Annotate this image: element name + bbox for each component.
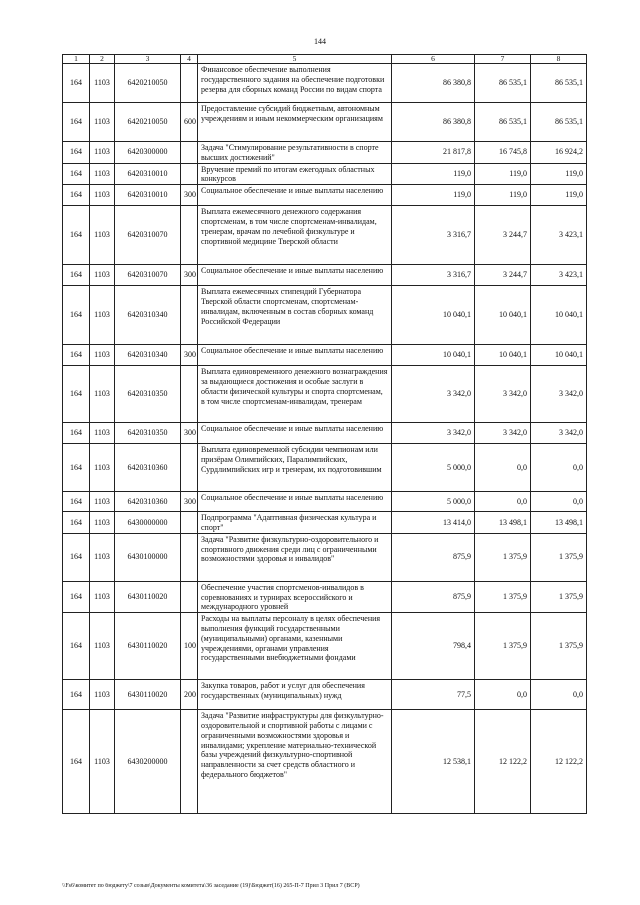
amount-year3-cell: 3 342,0 [531,366,587,423]
admin-code-cell: 164 [63,680,90,710]
table-row [63,64,587,103]
amount-year3-cell: 0,0 [531,492,587,512]
amount-year3-cell: 1 375,9 [531,533,587,581]
expense-type-cell [181,366,198,423]
budget-table [62,54,587,814]
admin-code-cell: 164 [63,286,90,345]
amount-year3-cell: 10 040,1 [531,345,587,366]
description-cell: Социальное обеспечение и иные выплаты населению [198,423,392,444]
description-cell: Выплата ежемесячных стипендий Губернатора Тверской области спортсменам, спортсменам-инвалидам, включенным в состав сборных команд Российской Федерации [198,286,392,345]
amount-year3-cell: 1 375,9 [531,613,587,680]
expense-type-cell [181,581,198,612]
column-header: 2 [90,55,115,64]
target-article-cell: 6430110020 [115,581,181,612]
amount-year2-cell: 86 535,1 [475,64,531,103]
section-code-cell: 1103 [90,206,115,265]
table-row [63,423,587,444]
admin-code-cell: 164 [63,265,90,286]
table-row [63,680,587,710]
table-row [63,286,587,345]
column-header: 6 [392,55,475,64]
section-code-cell: 1103 [90,142,115,164]
admin-code-cell: 164 [63,163,90,185]
amount-year2-cell: 10 040,1 [475,345,531,366]
description-cell: Финансовое обеспечение выполнения государственного задания на обеспечение подготовки резерва для сборных команд России по видам спорта [198,64,392,103]
column-header: 3 [115,55,181,64]
table-row [63,206,587,265]
amount-year2-cell: 3 244,7 [475,206,531,265]
expense-type-cell [181,206,198,265]
expense-type-cell: 300 [181,265,198,286]
admin-code-cell: 164 [63,103,90,142]
amount-year3-cell: 86 535,1 [531,103,587,142]
section-code-cell: 1103 [90,444,115,492]
amount-year3-cell: 119,0 [531,163,587,185]
amount-year1-cell: 12 538,1 [392,710,475,814]
amount-year2-cell: 1 375,9 [475,581,531,612]
description-cell: Подпрограмма "Адаптивная физическая культура и спорт" [198,512,392,534]
section-code-cell: 1103 [90,265,115,286]
amount-year1-cell: 5 000,0 [392,444,475,492]
file-path-footer: \\Fs6\комитет по бюджету\7 созыв\Документы комитета\36 заседание (19)\Бюджет(16) 265-П-7 Прил 3 Прил 7 (ВСР) [62,883,360,889]
amount-year1-cell: 875,9 [392,581,475,612]
column-header: 7 [475,55,531,64]
target-article-cell: 6420310350 [115,366,181,423]
target-article-cell: 6430100000 [115,533,181,581]
description-cell: Социальное обеспечение и иные выплаты населению [198,185,392,206]
table-row [63,710,587,814]
amount-year1-cell: 3 342,0 [392,366,475,423]
amount-year1-cell: 86 380,8 [392,64,475,103]
section-code-cell: 1103 [90,533,115,581]
table-row [63,366,587,423]
amount-year1-cell: 86 380,8 [392,103,475,142]
expense-type-cell [181,163,198,185]
section-code-cell: 1103 [90,64,115,103]
table-row [63,345,587,366]
expense-type-cell [181,286,198,345]
description-cell: Выплата единовременного денежного вознаграждения за выдающиеся достижения и особые заслуги в области физической культуры и спорта спортсменам, в том числе спортсменам-инвалидам, тренерам [198,366,392,423]
amount-year3-cell: 86 535,1 [531,64,587,103]
amount-year2-cell: 0,0 [475,680,531,710]
amount-year1-cell: 3 342,0 [392,423,475,444]
amount-year2-cell: 16 745,8 [475,142,531,164]
description-cell: Обеспечение участия спортсменов-инвалидов в соревнованиях и турнирах всероссийского и международного уровней [198,581,392,612]
expense-type-cell [181,444,198,492]
amount-year2-cell: 3 342,0 [475,366,531,423]
admin-code-cell: 164 [63,533,90,581]
section-code-cell: 1103 [90,366,115,423]
admin-code-cell: 164 [63,366,90,423]
section-code-cell: 1103 [90,185,115,206]
page-number: 144 [314,37,326,46]
amount-year2-cell: 0,0 [475,444,531,492]
amount-year2-cell: 1 375,9 [475,533,531,581]
expense-type-cell: 200 [181,680,198,710]
target-article-cell: 6420210050 [115,103,181,142]
amount-year2-cell: 0,0 [475,492,531,512]
description-cell: Закупка товаров, работ и услуг для обеспечения государственных (муниципальных) нужд [198,680,392,710]
section-code-cell: 1103 [90,492,115,512]
amount-year3-cell: 0,0 [531,444,587,492]
amount-year3-cell: 0,0 [531,680,587,710]
description-cell: Выплата ежемесячного денежного содержания спортсменам, в том числе спортсменам-инвалидам, тренерам, врачам по лечебной физкультуре и спортивной медицине Тверской области [198,206,392,265]
admin-code-cell: 164 [63,345,90,366]
target-article-cell: 6430110020 [115,613,181,680]
admin-code-cell: 164 [63,185,90,206]
target-article-cell: 6420310360 [115,492,181,512]
table-row [63,581,587,612]
description-cell: Предоставление субсидий бюджетным, автономным учреждениям и иным некоммерческим организациям [198,103,392,142]
table-row [63,613,587,680]
admin-code-cell: 164 [63,64,90,103]
section-code-cell: 1103 [90,103,115,142]
amount-year1-cell: 10 040,1 [392,286,475,345]
amount-year3-cell: 3 342,0 [531,423,587,444]
expense-type-cell: 300 [181,492,198,512]
expense-type-cell: 300 [181,423,198,444]
expense-type-cell [181,533,198,581]
amount-year1-cell: 119,0 [392,185,475,206]
table-row [63,444,587,492]
description-cell: Вручение премий по итогам ежегодных областных конкурсов [198,163,392,185]
expense-type-cell: 300 [181,345,198,366]
target-article-cell: 6430110020 [115,680,181,710]
table-row [63,512,587,534]
column-header: 8 [531,55,587,64]
amount-year3-cell: 3 423,1 [531,265,587,286]
amount-year2-cell: 119,0 [475,185,531,206]
admin-code-cell: 164 [63,423,90,444]
amount-year3-cell: 13 498,1 [531,512,587,534]
amount-year1-cell: 798,4 [392,613,475,680]
admin-code-cell: 164 [63,206,90,265]
target-article-cell: 6420300000 [115,142,181,164]
target-article-cell: 6420310070 [115,265,181,286]
table-row [63,142,587,164]
target-article-cell: 6420310010 [115,163,181,185]
description-cell: Расходы на выплаты персоналу в целях обеспечения выполнения функций государственными (муниципальными) органами, казенными учреждениями, органами управления государственными внебюджетными фондами [198,613,392,680]
amount-year2-cell: 3 244,7 [475,265,531,286]
expense-type-cell [181,64,198,103]
table-row [63,185,587,206]
amount-year1-cell: 119,0 [392,163,475,185]
amount-year1-cell: 10 040,1 [392,345,475,366]
description-cell: Задача "Стимулирование результативности в спорте высших достижений" [198,142,392,164]
amount-year2-cell: 10 040,1 [475,286,531,345]
admin-code-cell: 164 [63,512,90,534]
expense-type-cell [181,512,198,534]
description-cell: Социальное обеспечение и иные выплаты населению [198,265,392,286]
admin-code-cell: 164 [63,492,90,512]
amount-year2-cell: 1 375,9 [475,613,531,680]
amount-year3-cell: 3 423,1 [531,206,587,265]
amount-year2-cell: 12 122,2 [475,710,531,814]
description-cell: Задача "Развитие инфраструктуры для физкультурно-оздоровительной и спортивной работы с лицами с ограниченными возможностями здоровья и инвалидами; укрепление материально-технической базы учреждений физкультурно-спортивной направленности за счет средств областного и федерального бюджетов" [198,710,392,814]
amount-year2-cell: 13 498,1 [475,512,531,534]
amount-year1-cell: 21 817,8 [392,142,475,164]
expense-type-cell [181,710,198,814]
column-number-row [63,55,587,64]
section-code-cell: 1103 [90,680,115,710]
section-code-cell: 1103 [90,613,115,680]
section-code-cell: 1103 [90,163,115,185]
admin-code-cell: 164 [63,710,90,814]
section-code-cell: 1103 [90,423,115,444]
target-article-cell: 6420310340 [115,345,181,366]
target-article-cell: 6420310360 [115,444,181,492]
expense-type-cell: 300 [181,185,198,206]
amount-year1-cell: 3 316,7 [392,265,475,286]
target-article-cell: 6430200000 [115,710,181,814]
description-cell: Выплата единовременной субсидии чемпионам или призёрам Олимпийских, Паралимпийских, Сурдлимпийских игр и тренерам, их подготовившим [198,444,392,492]
amount-year1-cell: 5 000,0 [392,492,475,512]
section-code-cell: 1103 [90,710,115,814]
amount-year2-cell: 86 535,1 [475,103,531,142]
target-article-cell: 6420310070 [115,206,181,265]
target-article-cell: 6420310010 [115,185,181,206]
table-row [63,103,587,142]
admin-code-cell: 164 [63,444,90,492]
expense-type-cell: 600 [181,103,198,142]
amount-year1-cell: 3 316,7 [392,206,475,265]
table-row [63,163,587,185]
target-article-cell: 6420210050 [115,64,181,103]
amount-year3-cell: 16 924,2 [531,142,587,164]
section-code-cell: 1103 [90,345,115,366]
description-cell: Задача "Развитие физкультурно-оздоровительного и спортивного движения среди лиц с ограниченными возможностями здоровья и инвалидов" [198,533,392,581]
target-article-cell: 6430000000 [115,512,181,534]
expense-type-cell: 100 [181,613,198,680]
amount-year1-cell: 77,5 [392,680,475,710]
admin-code-cell: 164 [63,581,90,612]
section-code-cell: 1103 [90,512,115,534]
amount-year3-cell: 1 375,9 [531,581,587,612]
amount-year3-cell: 119,0 [531,185,587,206]
admin-code-cell: 164 [63,613,90,680]
column-header: 4 [181,55,198,64]
section-code-cell: 1103 [90,581,115,612]
expense-type-cell [181,142,198,164]
amount-year3-cell: 10 040,1 [531,286,587,345]
column-header: 1 [63,55,90,64]
table-row [63,492,587,512]
amount-year2-cell: 119,0 [475,163,531,185]
amount-year1-cell: 875,9 [392,533,475,581]
description-cell: Социальное обеспечение и иные выплаты населению [198,492,392,512]
amount-year1-cell: 13 414,0 [392,512,475,534]
column-header: 5 [198,55,392,64]
table-row [63,265,587,286]
table-row [63,533,587,581]
target-article-cell: 6420310350 [115,423,181,444]
amount-year2-cell: 3 342,0 [475,423,531,444]
admin-code-cell: 164 [63,142,90,164]
description-cell: Социальное обеспечение и иные выплаты населению [198,345,392,366]
section-code-cell: 1103 [90,286,115,345]
amount-year3-cell: 12 122,2 [531,710,587,814]
target-article-cell: 6420310340 [115,286,181,345]
